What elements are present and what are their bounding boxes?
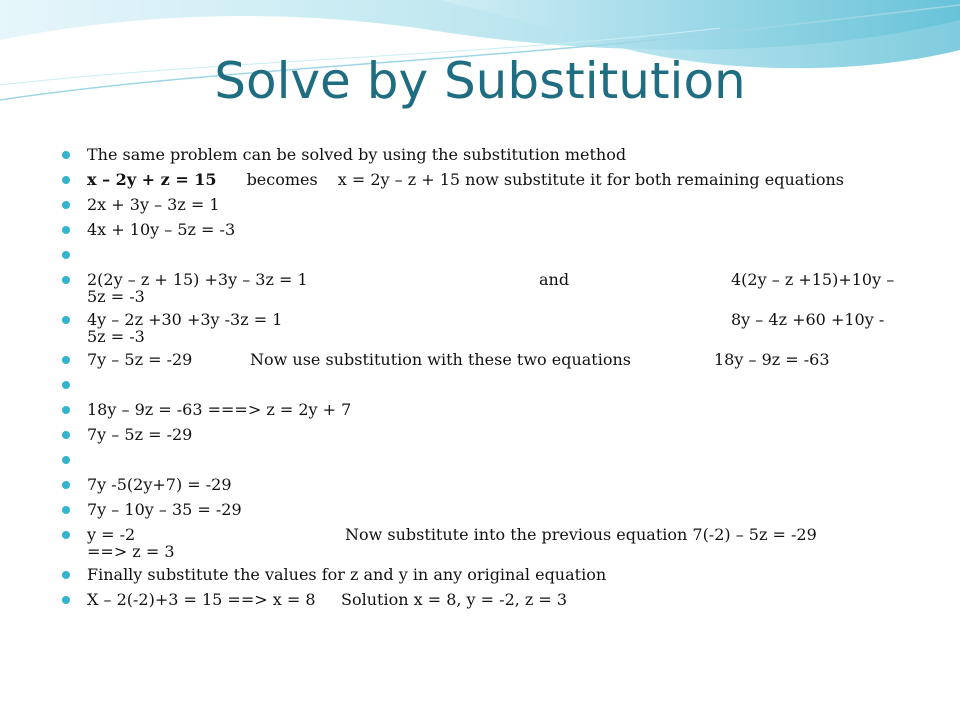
bullet-item: 7y -5(2y+7) = -29 [62,476,904,493]
bullet-item-empty [62,246,904,263]
bullet-item: y = -2 Now substitute into the previous equation 7(-2) – 5z = -29 ==> z = 3 [62,526,904,560]
bullet-item: 2(2y – z + 15) +3y – 3z = 1 and 4(2y – z +15)+10y – 5z = -3 [62,271,904,305]
slide-title: Solve by Substitution [214,52,746,110]
bullet-item: The same problem can be solved by using the substitution method [62,146,904,163]
bullet-item: x – 2y + z = 15 becomes x = 2y – z + 15 now substitute it for both remaining equations [62,171,904,188]
bullet-item: 7y – 5z = -29 [62,426,904,443]
bullet-item: Finally substitute the values for z and y in any original equation [62,566,904,583]
bullet-item: 2x + 3y – 3z = 1 [62,196,904,213]
bullet-list [62,146,904,616]
bullet-item: 7y – 5z = -29 Now use substitution with these two equations 18y – 9z = -63 [62,351,904,368]
bullet-item: 4x + 10y – 5z = -3 [62,221,904,238]
bullet-item: 18y – 9z = -63 ===> z = 2y + 7 [62,401,904,418]
bullet-item: 7y – 10y – 35 = -29 [62,501,904,518]
bullet-item-empty [62,376,904,393]
bullet-item: 4y – 2z +30 +3y -3z = 1 8y – 4z +60 +10y - 5z = -3 [62,311,904,345]
bullet-item: X – 2(-2)+3 = 15 ==> x = 8 Solution x = 8, y = -2, z = 3 [62,591,904,608]
bullet-item-empty [62,451,904,468]
